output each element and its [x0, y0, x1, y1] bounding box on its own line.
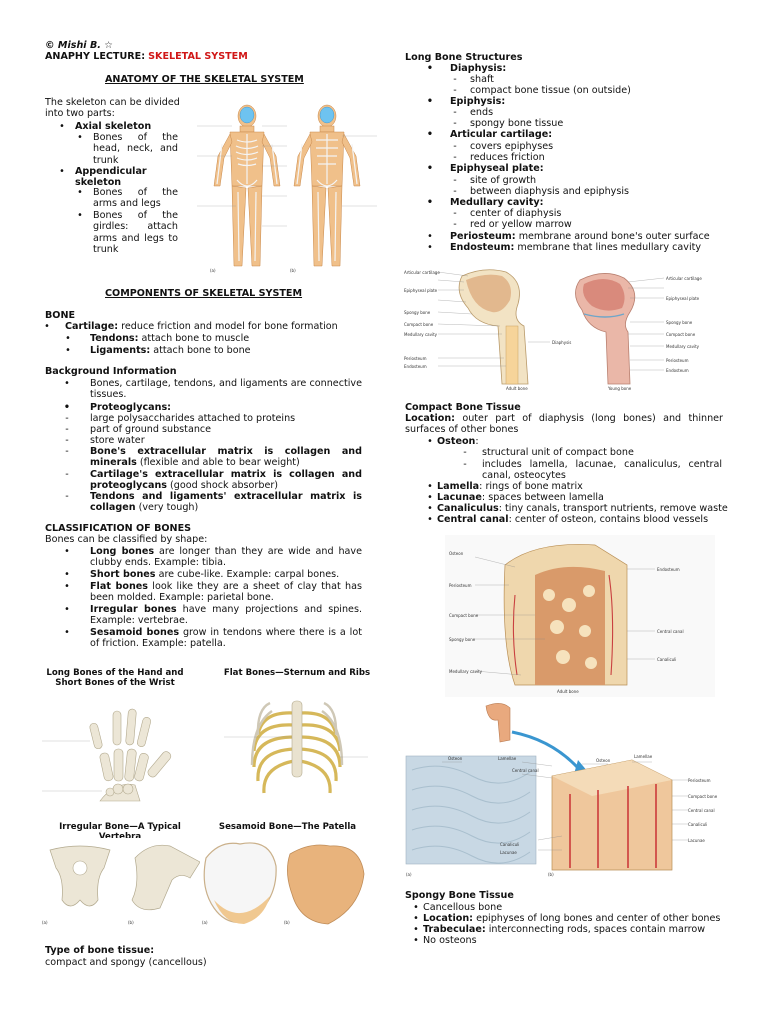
lb-label-adult: Adult bone	[506, 386, 528, 391]
lb-label-medullary-r: Medullary cavity	[666, 344, 700, 349]
classification-heading: CLASSIFICATION OF BONES	[45, 523, 192, 534]
proteoglycans-item: • Proteoglycans:	[63, 402, 171, 413]
appendicular-desc-1: • Bones of the arms and legs	[77, 187, 178, 210]
anatomy-intro: The skeleton can be divided into two parts:	[45, 97, 180, 120]
bone-ecm-item: - Bone's extracellular matrix is collagen and minerals (flexible and able to bear weight)	[65, 446, 362, 469]
diaphysis-sub-1: - shaft	[453, 74, 494, 85]
axial-title: Axial skeleton	[75, 121, 152, 132]
figure-label-b: (b)	[290, 268, 296, 273]
vertebra-figure	[40, 838, 205, 928]
credit: © Mishi B. ☆	[45, 40, 113, 51]
patella-caption: Sesamoid Bone—The Patella	[218, 822, 357, 832]
od-label-periosteum: Periosteum	[688, 778, 711, 783]
medullary-sub-2: - red or yellow marrow	[453, 219, 572, 230]
tissue-type-desc: compact and spongy (cancellous)	[45, 957, 207, 968]
short-bones-item: • Short bones are cube-like. Example: carpal bones.	[64, 569, 340, 580]
bone-section-figure	[445, 535, 715, 697]
tissue-type-heading: Type of bone tissue:	[45, 945, 155, 956]
diaphysis-sub-2: - compact bone tissue (on outside)	[453, 85, 631, 96]
lb-label-plate-r: Epiphyseal plate	[666, 296, 700, 301]
background-heading: Background Information	[45, 366, 177, 377]
articular-sub-1: - covers epiphyses	[453, 141, 554, 152]
lb-label-medullary: Medullary cavity	[404, 332, 438, 337]
articular-sub-2: - reduces friction	[453, 152, 545, 163]
appendicular-title: Appendicular skeleton	[75, 166, 147, 189]
articular-item: • Articular cartilage:	[426, 129, 553, 140]
od-label-a: (a)	[406, 872, 412, 877]
vertebra-label-b: (b)	[128, 920, 134, 925]
spongy-item-4: • No osteons	[413, 935, 477, 946]
lecture-topic: SKELETAL SYSTEM	[148, 51, 248, 63]
tendon-ecm-item: - Tendons and ligaments' extracellular matrix is collagen (very tough)	[65, 491, 362, 514]
patella-label-b: (b)	[284, 920, 290, 925]
plate-item: • Epiphyseal plate:	[426, 163, 544, 174]
skeleton-illustration	[192, 96, 382, 274]
od-label-canaliculi: Canaliculi	[500, 842, 520, 847]
spongy-item-1: • Cancellous bone	[413, 902, 503, 913]
osteon-illustration	[402, 700, 720, 880]
lb-label-endosteum-r: Endosteum	[666, 368, 689, 373]
spongy-item-3: • Trabeculae: interconnecting rods, spaces contain marrow	[413, 924, 706, 935]
bs-label-compact: Compact bone	[449, 613, 479, 618]
skeleton-figure	[192, 96, 382, 274]
vertebra-illustration	[40, 838, 205, 928]
od-label-compact: Compact bone	[688, 794, 718, 799]
appendicular-desc-2: • Bones of the girdles: attach arms and legs to trunk	[77, 210, 178, 255]
bone-heading: BONE	[45, 310, 76, 321]
cartilage-ecm-item: - Cartilage's extracellular matrix is collagen and proteoglycans (good shock absorber)	[65, 469, 362, 492]
hand-bones-illustration	[40, 693, 190, 805]
long-bones-item: • Long bones are longer than they are wide and have clubby ends. Example: tibia.	[64, 546, 362, 569]
lb-label-spongy: Spongy bone	[404, 310, 431, 315]
epiphysis-item: • Epiphysis:	[426, 96, 506, 107]
od-label-lacunae-2: Lacunae	[688, 838, 705, 843]
epiphysis-sub-2: - spongy bone tissue	[453, 118, 564, 129]
lb-label-plate: Epiphyseal plate	[404, 288, 438, 293]
hand-caption: Long Bones of the Hand and Short Bones of the Wrist	[46, 668, 184, 689]
od-label-central-2: Central canal	[688, 808, 715, 813]
lb-label-articular-r: Articular cartilage	[666, 276, 702, 281]
bs-label-spongy: Spongy bone	[449, 637, 476, 642]
flat-bones-item: • Flat bones look like they are a sheet of clay that has been molded. Example: parietal bone.	[64, 581, 362, 604]
pg-item-2: - part of ground substance	[65, 424, 212, 435]
lb-label-spongy-r: Spongy bone	[666, 320, 693, 325]
background-item-1: • Bones, cartilage, tendons, and ligaments are connective tissues.	[64, 378, 362, 401]
pg-item-3: - store water	[65, 435, 145, 446]
long-bone-figure	[402, 262, 718, 392]
figure-label-a: (a)	[210, 268, 216, 273]
lb-label-young: Young bone	[608, 386, 632, 391]
long-bone-heading: Long Bone Structures	[405, 52, 523, 63]
bs-label-central: Central canal	[657, 629, 684, 634]
ribcage-illustration	[222, 685, 372, 805]
components-title: COMPONENTS OF SKELETAL SYSTEM	[105, 288, 303, 299]
od-label-canaliculi-2: Canaliculi	[688, 822, 708, 827]
anatomy-title: ANATOMY OF THE SKELETAL SYSTEM	[105, 74, 304, 85]
spongy-item-2: • Location: epiphyses of long bones and center of other bones	[413, 913, 721, 924]
lb-label-articular: Articular cartilage	[404, 270, 440, 275]
lb-label-diaphysis: Diaphysis	[552, 340, 572, 345]
lb-label-compact-r: Compact bone	[666, 332, 696, 337]
lb-label-periosteum: Periosteum	[404, 356, 427, 361]
bone-section-illustration	[445, 535, 715, 697]
periosteum-item: • Periosteum: membrane around bone's outer surface	[427, 231, 710, 242]
bs-label-periosteum: Periosteum	[449, 583, 472, 588]
medullary-item: • Medullary cavity:	[426, 197, 544, 208]
pg-item-1: - large polysaccharides attached to proteins	[65, 413, 296, 424]
endosteum-item: • Endosteum: membrane that lines medullary cavity	[427, 242, 702, 253]
bs-label-endosteum: Endosteum	[657, 567, 680, 572]
lb-label-endosteum: Endosteum	[404, 364, 427, 369]
osteon-sub-2: - includes lamella, lacunae, canaliculus, central canal, osteocytes	[463, 459, 722, 482]
od-label-osteon: Osteon	[448, 756, 463, 761]
axial-desc: • Bones of the head, neck, and trunk	[77, 132, 178, 166]
central-canal-item: • Central canal: center of osteon, contains blood vessels	[427, 514, 709, 525]
patella-figure	[200, 838, 370, 928]
lb-label-periosteum-r: Periosteum	[666, 358, 689, 363]
hand-figure	[40, 693, 190, 805]
osteon-item: • Osteon:	[427, 436, 479, 447]
diaphysis-item: • Diaphysis:	[426, 63, 507, 74]
lecture-label: ANAPHY LECTURE:	[45, 51, 146, 63]
header	[45, 40, 248, 63]
compact-heading: Compact Bone Tissue	[405, 402, 521, 413]
irregular-bones-item: • Irregular bones have many projections and spines. Example: vertebrae.	[64, 604, 363, 627]
flat-bones-caption: Flat Bones—Sternum and Ribs	[223, 668, 371, 678]
ribcage-figure	[222, 685, 372, 805]
bs-label-adult: Adult bone	[557, 689, 579, 694]
lacunae-item: • Lacunae: spaces between lamella	[427, 492, 604, 503]
od-label-b: (b)	[548, 872, 554, 877]
medullary-sub-1: - center of diaphysis	[453, 208, 562, 219]
epiphysis-sub-1: - ends	[453, 107, 494, 118]
patella-label-a: (a)	[202, 920, 208, 925]
od-label-lamellae-2: Lamellae	[634, 754, 653, 759]
long-bone-illustration	[402, 262, 718, 392]
classification-intro: Bones can be classified by shape:	[45, 534, 208, 545]
osteon-figure	[402, 700, 720, 880]
lamella-item: • Lamella: rings of bone matrix	[427, 481, 583, 492]
patella-illustration	[200, 838, 370, 928]
bs-label-canaliculi: Canaliculi	[657, 657, 677, 662]
osteon-sub-1: - structural unit of compact bone	[463, 447, 634, 458]
od-label-lamellae: Lamellae	[498, 756, 517, 761]
sesamoid-bones-item: • Sesamoid bones grow in tendons where there is a lot of friction. Example: patella.	[64, 627, 362, 650]
od-label-central: Central canal	[512, 768, 539, 773]
od-label-lacunae: Lacunae	[500, 850, 517, 855]
od-label-osteon-2: Osteon	[596, 758, 611, 763]
bs-label-medullary: Medullary cavity	[449, 669, 483, 674]
vertebra-label-a: (a)	[42, 920, 48, 925]
spongy-heading: Spongy Bone Tissue	[405, 890, 514, 901]
plate-sub-2: - between diaphysis and epiphysis	[453, 186, 629, 197]
canaliculus-item: • Canaliculus: tiny canals, transport nutrients, remove waste	[427, 503, 728, 514]
vertebra-caption: Irregular Bone—A Typical	[59, 822, 181, 832]
compact-location: Location: outer part of diaphysis (long bones) and thinner surfaces of other bones	[405, 413, 723, 436]
plate-sub-1: - site of growth	[453, 175, 537, 186]
lb-label-compact: Compact bone	[404, 322, 434, 327]
bs-label-osteon: Osteon	[449, 551, 464, 556]
